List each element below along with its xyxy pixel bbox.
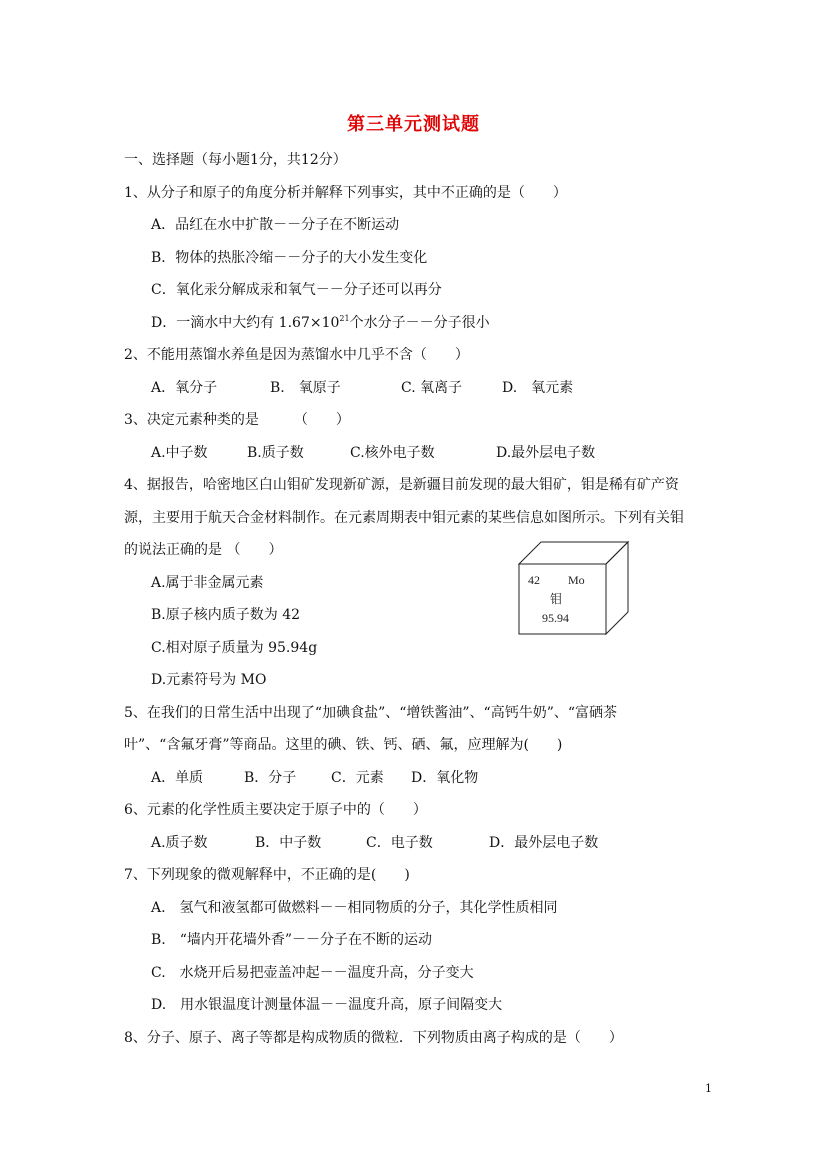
question-5-option-d: D．氧化物 xyxy=(411,770,479,786)
question-7-option-b: B. “墙内开花墙外香”－－分子在不断的运动 xyxy=(151,932,433,948)
question-1-option-b: B．物体的热胀冷缩－－分子的大小发生变化 xyxy=(151,250,428,266)
question-2-option-d: D. 氧元素 xyxy=(502,380,574,396)
question-3-option-a: A.中子数 xyxy=(151,445,208,461)
element-atomic-mass: 95.94 xyxy=(542,611,569,625)
question-4-option-c: C.相对原子质量为 95.94g xyxy=(151,640,318,656)
question-1-option-d-text: D．一滴水中大约有 1.67×10 xyxy=(151,315,340,331)
question-2-stem: 2、不能用蒸馏水养鱼是因为蒸馏水中几乎不含（ ） xyxy=(124,347,469,363)
question-5-option-b: B．分子 xyxy=(244,770,297,786)
question-5-stem-line-2: 叶”、“含氟牙膏”等商品。这里的碘、铁、钙、硒、氟，应理解为( ) xyxy=(124,737,563,753)
question-6-option-c: C．电子数 xyxy=(366,835,433,851)
question-7-stem: 7、下列现象的微观解释中，不正确的是( ) xyxy=(124,867,410,883)
page-title: 第三单元测试题 xyxy=(347,114,480,135)
element-atomic-number: 42 xyxy=(528,573,540,587)
question-7-option-a: A. 氢气和液氢都可做燃料－－相同物质的分子，其化学性质相同 xyxy=(151,900,558,916)
question-2-option-b: B. 氧原子 xyxy=(270,380,341,396)
question-5-option-a: A．单质 xyxy=(151,770,204,786)
element-symbol: Mo xyxy=(568,573,585,587)
question-7-option-c: C. 水烧开后易把壶盖冲起－－温度升高，分子变大 xyxy=(151,965,474,981)
question-6-option-a: A.质子数 xyxy=(151,835,208,851)
question-3-stem: 3、决定元素种类的是 （ ） xyxy=(124,412,350,428)
question-3-option-c: C.核外电子数 xyxy=(350,445,435,461)
element-cell-diagram xyxy=(518,540,630,636)
page-number: 1 xyxy=(705,1082,712,1095)
question-1-option-d-tail: 个水分子－－分子很小 xyxy=(349,315,490,331)
question-1-option-c: C．氧化汞分解成汞和氧气－－分子还可以再分 xyxy=(151,282,442,298)
question-1-option-d xyxy=(151,313,490,333)
question-3-option-d: D.最外层电子数 xyxy=(496,445,596,461)
question-4-option-b: B.原子核内质子数为 42 xyxy=(151,607,301,623)
element-name: 钼 xyxy=(550,592,563,606)
question-5-stem-line-1: 5、在我们的日常生活中出现了“加碘食盐”、“增铁酱油”、“高钙牛奶”、“富硒茶 xyxy=(124,705,618,721)
question-4-stem-line-2: 源，主要用于航天合金材料制作。在元素周期表中钼元素的某些信息如图所示。下列有关钼 xyxy=(124,510,684,526)
question-2-option-c: C. 氧离子 xyxy=(401,380,463,396)
question-4-option-a: A.属于非金属元素 xyxy=(151,575,264,591)
question-2-option-a: A．氧分子 xyxy=(151,380,218,396)
question-6-option-b: B．中子数 xyxy=(255,835,322,851)
question-1-exponent: 21 xyxy=(339,314,350,323)
question-5-option-c: C．元素 xyxy=(331,770,384,786)
question-1-stem: 1、从分子和原子的角度分析并解释下列事实，其中不正确的是（ ） xyxy=(124,185,567,201)
question-7-option-d: D. 用水银温度计测量体温－－温度升高，原子间隔变大 xyxy=(151,997,503,1013)
question-1-option-a: A．品红在水中扩散－－分子在不断运动 xyxy=(151,217,400,233)
question-4-stem-line-3: 的说法正确的是 （ ） xyxy=(124,542,283,558)
question-3-option-b: B.质子数 xyxy=(247,445,304,461)
question-6-option-d: D．最外层电子数 xyxy=(489,835,599,851)
question-4-stem-line-1: 4、据报告，哈密地区白山钼矿发现新矿源，是新疆目前发现的最大钼矿，钼是稀有矿产资 xyxy=(124,477,679,493)
section-heading: 一、选择题（每小题1分，共12分） xyxy=(124,152,347,168)
question-6-stem: 6、元素的化学性质主要决定于原子中的（ ） xyxy=(124,802,427,818)
question-4-option-d: D.元素符号为 MO xyxy=(151,672,267,688)
question-8-stem: 8、分子、原子、离子等都是构成物质的微粒．下列物质由离子构成的是（ ） xyxy=(124,1030,623,1046)
